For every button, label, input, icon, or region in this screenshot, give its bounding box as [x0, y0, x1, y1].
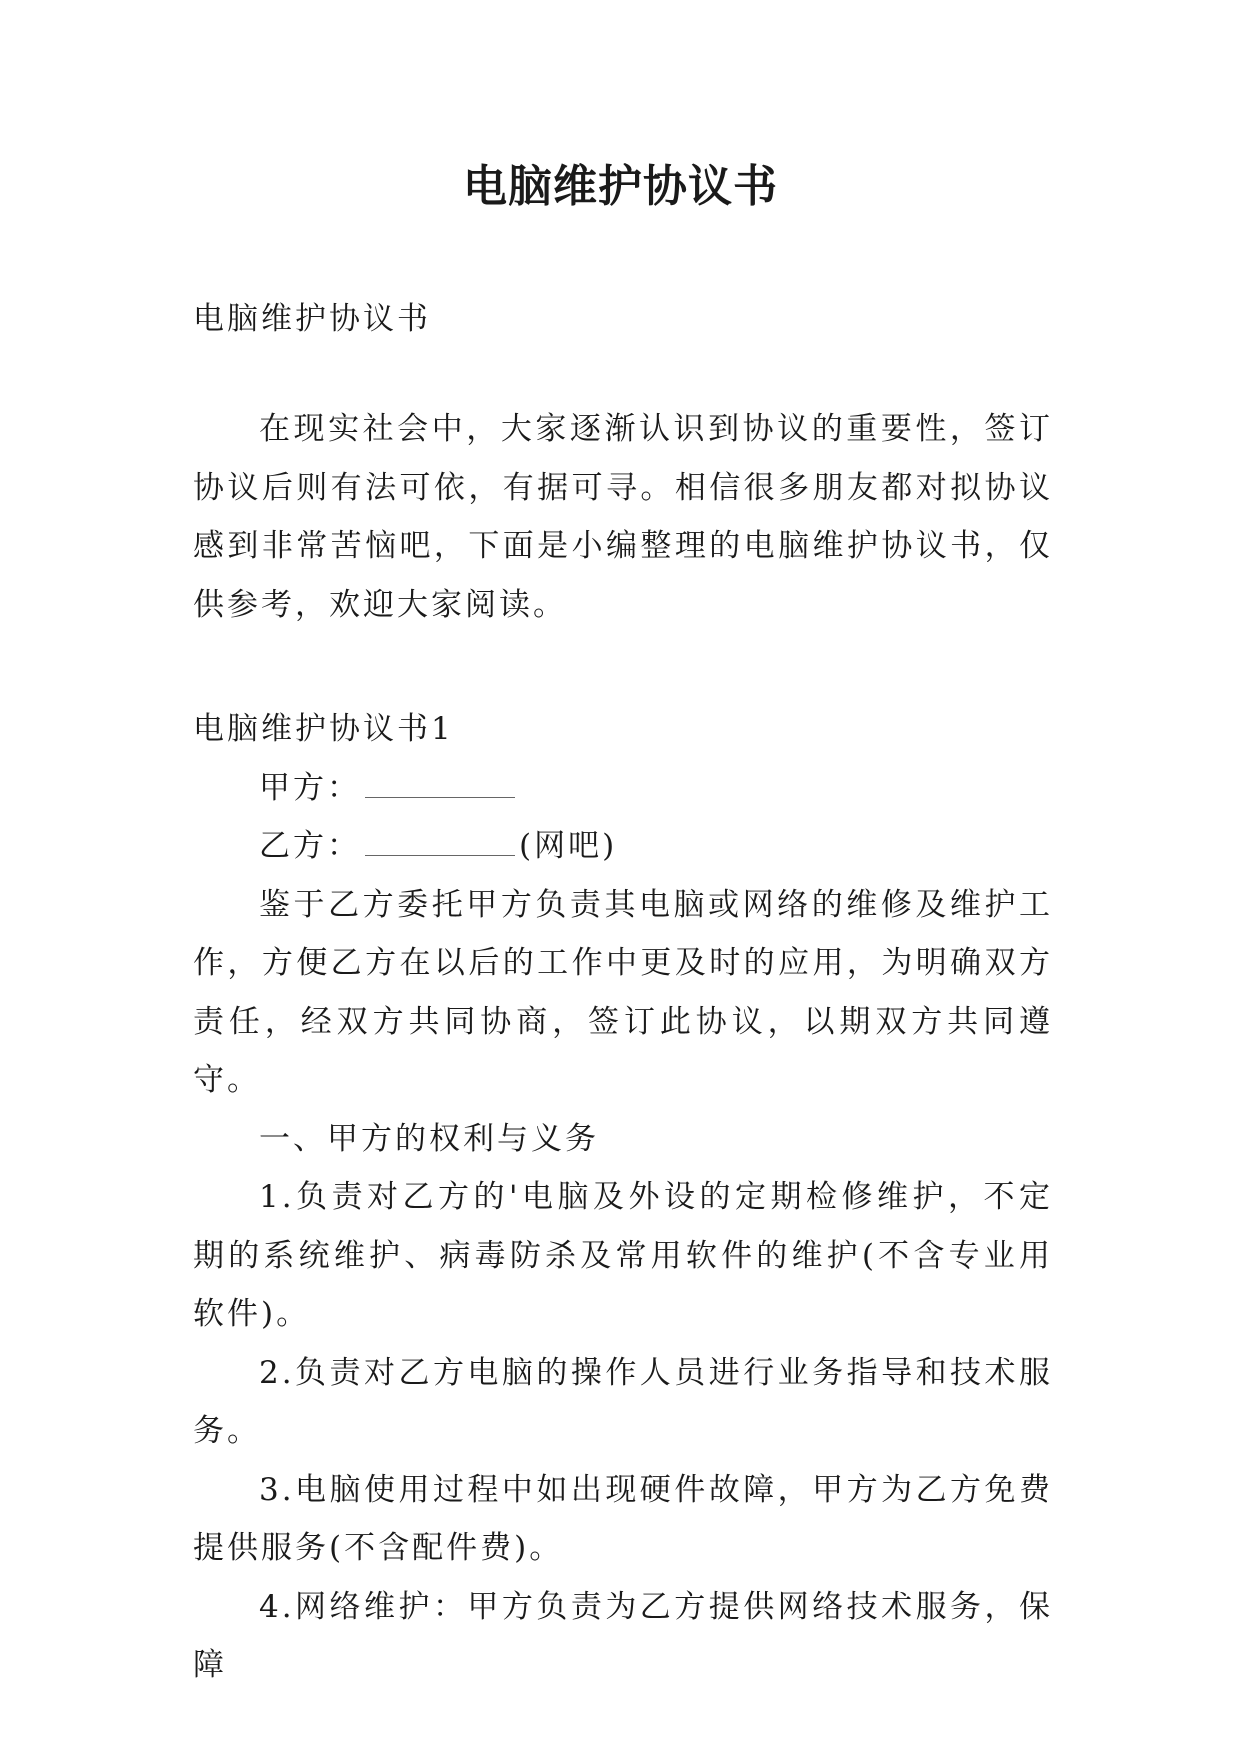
document-title: 电脑维护协议书	[463, 161, 778, 212]
preamble-paragraph: 鉴于乙方委托甲方负责其电脑或网络的维修及维护工作，方便乙方在以后的工作中更及时的应用，为明确双方责任，经双方共同协商，签订此协议，以期双方共同遵守。	[193, 886, 1053, 1098]
heading-party-a-rights: 一、甲方的权利与义务	[259, 1120, 599, 1157]
party-b-line	[193, 817, 1053, 876]
intro-block	[193, 400, 1053, 634]
clause-item-1: 1.负责对乙方的'电脑及外设的定期检修维护，不定期的系统维护、病毒防杀及常用软件的维护(不含专业用软件)。	[193, 1179, 1053, 1332]
party-a-line	[193, 759, 1053, 818]
section-title: 电脑维护协议书1	[193, 711, 454, 747]
intro-paragraph: 在现实社会中，大家逐渐认识到协议的重要性，签订协议后则有法可依，有据可寻。相信很多朋友都对拟协议感到非常苦恼吧，下面是小编整理的电脑维护协议书，仅供参考，欢迎大家阅读。	[193, 411, 1053, 623]
party-b-suffix: (网吧)	[519, 828, 618, 864]
agreement-section	[193, 700, 1053, 1695]
party-a-blank	[365, 796, 515, 798]
document-subtitle-block	[193, 290, 1053, 349]
document-subtitle: 电脑维护协议书	[193, 301, 431, 337]
party-b-blank	[365, 854, 515, 856]
party-a-label: 甲方：	[259, 769, 361, 806]
clause-item-4: 4.网络维护：甲方负责为乙方提供网络技术服务，保障	[193, 1588, 1053, 1683]
clause-item-3: 3.电脑使用过程中如出现硬件故障，甲方为乙方免费提供服务(不含配件费)。	[193, 1471, 1053, 1566]
clause-item-2: 2.负责对乙方电脑的操作人员进行业务指导和技术服务。	[193, 1354, 1053, 1449]
party-b-label: 乙方：	[259, 828, 361, 864]
